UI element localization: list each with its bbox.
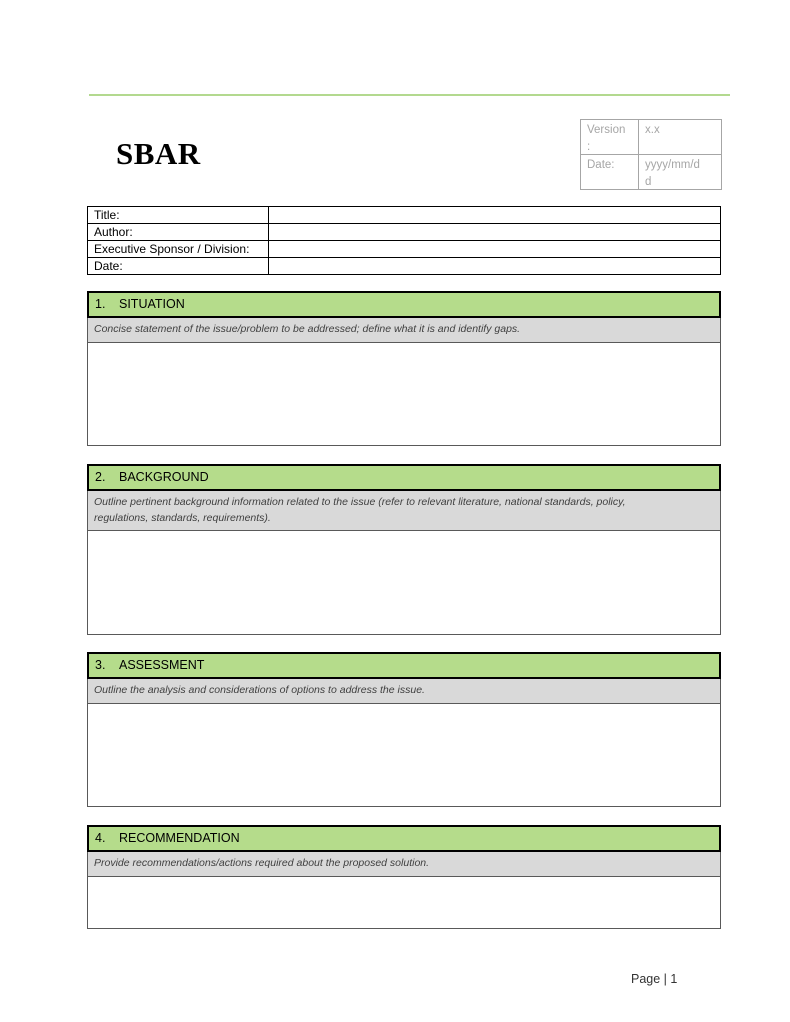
info-value-field[interactable]: [269, 224, 721, 241]
version-value[interactable]: x.x: [645, 124, 660, 136]
date-label: Date:: [587, 159, 615, 171]
info-value-field[interactable]: [269, 207, 721, 224]
section-instruction: Outline the analysis and considerations of options to address the issue.: [88, 679, 720, 704]
section-heading: BACKGROUND: [119, 470, 209, 484]
version-box: [580, 119, 722, 190]
section-header: [87, 825, 721, 852]
info-label: Title:: [88, 207, 269, 224]
section-heading: RECOMMENDATION: [119, 831, 240, 845]
background-content-area[interactable]: [88, 531, 720, 634]
section-situation: [87, 291, 721, 446]
section-recommendation: [87, 825, 721, 929]
info-label: Date:: [88, 258, 269, 275]
section-instruction: Provide recommendations/actions required about the proposed solution.: [88, 852, 720, 877]
section-number: 4.: [95, 831, 106, 845]
section-assessment: [87, 652, 721, 807]
section-heading: SITUATION: [119, 297, 185, 311]
recommendation-content-area[interactable]: [88, 877, 720, 928]
section-number: 2.: [95, 470, 106, 484]
section-instruction: Outline pertinent background information related to the issue (refer to relevant literature, national standards, policy, regulations, standards, requirements).: [88, 491, 720, 531]
situation-content-area[interactable]: [88, 343, 720, 445]
section-number: 3.: [95, 658, 106, 672]
section-header: [87, 652, 721, 679]
section-heading: ASSESSMENT: [119, 658, 205, 672]
header-rule: [89, 94, 730, 96]
info-row-date: [88, 258, 721, 275]
info-row-author: [88, 224, 721, 241]
info-row-title: [88, 207, 721, 224]
info-row-sponsor: [88, 241, 721, 258]
info-value-field[interactable]: [269, 258, 721, 275]
section-header: [87, 464, 721, 491]
page-number: Page | 1: [631, 972, 678, 986]
version-label: Version :: [587, 124, 626, 153]
section-instruction: Concise statement of the issue/problem to be addressed; define what it is and identify gaps.: [88, 318, 720, 343]
document-title: SBAR: [116, 136, 201, 171]
section-background: [87, 464, 721, 635]
section-header: [87, 291, 721, 318]
info-value-field[interactable]: [269, 241, 721, 258]
document-info-table: [87, 206, 721, 275]
date-value[interactable]: yyyy/mm/d d: [645, 159, 700, 188]
assessment-content-area[interactable]: [88, 704, 720, 806]
info-label: Author:: [88, 224, 269, 241]
section-number: 1.: [95, 297, 106, 311]
info-label: Executive Sponsor / Division:: [88, 241, 269, 258]
